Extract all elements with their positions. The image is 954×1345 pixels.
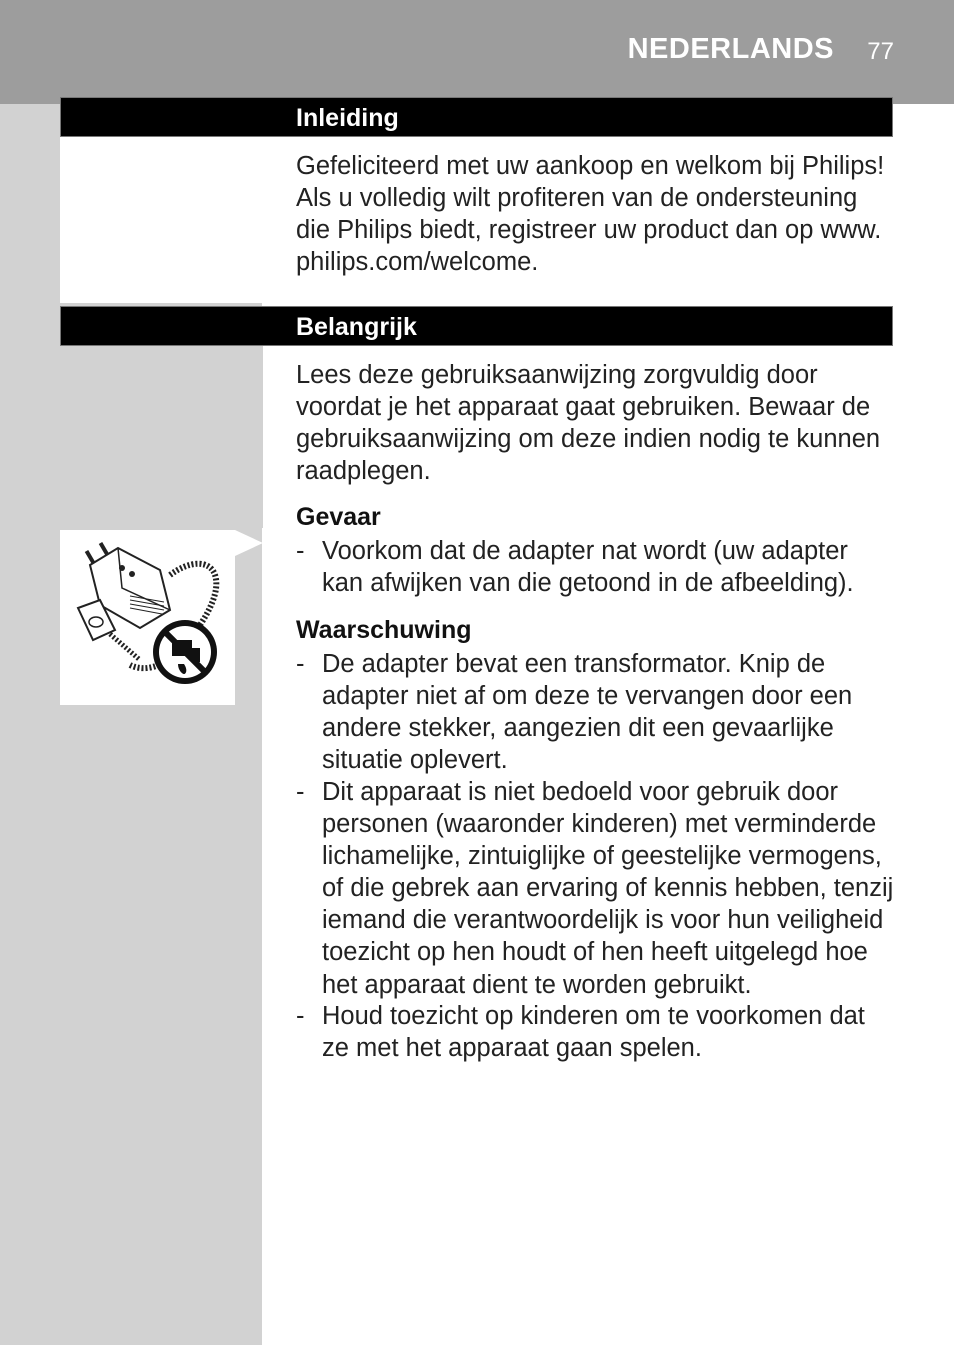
- bullet-dash: -: [296, 650, 305, 678]
- danger-item: [296, 535, 896, 599]
- intro-paragraph: Gefeliciteerd met uw aankoop en welkom bij Philips! Als u volledig wilt profiteren van de ondersteuning die Philips biedt, registreer uw product dan op www. philips.com/welcome.: [296, 152, 885, 277]
- important-paragraph: Lees deze gebruiksaanwijzing zorgvuldig door voordat je het apparaat gaat gebruiken. Bewaar de gebruiksaanwijzing om deze indien nodig te kunnen raadplegen.: [296, 361, 881, 486]
- margin-spacer: [60, 346, 263, 528]
- language-title: NEDERLANDS: [627, 33, 834, 65]
- figure-pointer: [235, 530, 265, 560]
- bullet-dash: -: [296, 537, 305, 565]
- bullet-text: De adapter bevat een transformator. Knip de adapter niet af om deze te vervangen door een andere stekker, aangezien dit een gevaarlijke situatie oplevert.: [322, 650, 853, 775]
- warning-item: [296, 648, 896, 776]
- bullet-text: Voorkom dat de adapter nat wordt (uw adapter kan afwijken van die getoond in de afbeelding).: [322, 537, 854, 598]
- section-title: Belangrijk: [296, 313, 417, 341]
- margin-spacer: [60, 137, 263, 303]
- danger-heading: Gevaar: [296, 503, 381, 531]
- warning-heading: Waarschuwing: [296, 616, 472, 644]
- section-header-belangrijk: [60, 306, 893, 346]
- bullet-text: Dit apparaat is niet bedoeld voor gebruik door personen (waaronder kinderen) met verminderde lichamelijke, zintuiglijke of geestelijke vermogens, of die gebrek aan ervaring of kennis hebben, tenzij iemand die verantwoordelijk is voor hun veiligheid toezicht op hen houdt of hen heeft uitgelegd hoe het apparaat dient te worden gebruikt.: [322, 778, 894, 999]
- adapter-no-water-icon: [60, 530, 235, 705]
- section-title: Inleiding: [296, 104, 399, 132]
- page-number: 77: [867, 38, 894, 65]
- warning-item: [296, 776, 896, 1001]
- section-header-inleiding: [60, 97, 893, 137]
- bullet-dash: -: [296, 1002, 305, 1030]
- bullet-text: Houd toezicht op kinderen om te voorkomen dat ze met het apparaat gaan spelen.: [322, 1002, 865, 1063]
- adapter-figure: [60, 530, 235, 705]
- bullet-dash: -: [296, 778, 305, 806]
- warning-item: [296, 1000, 896, 1064]
